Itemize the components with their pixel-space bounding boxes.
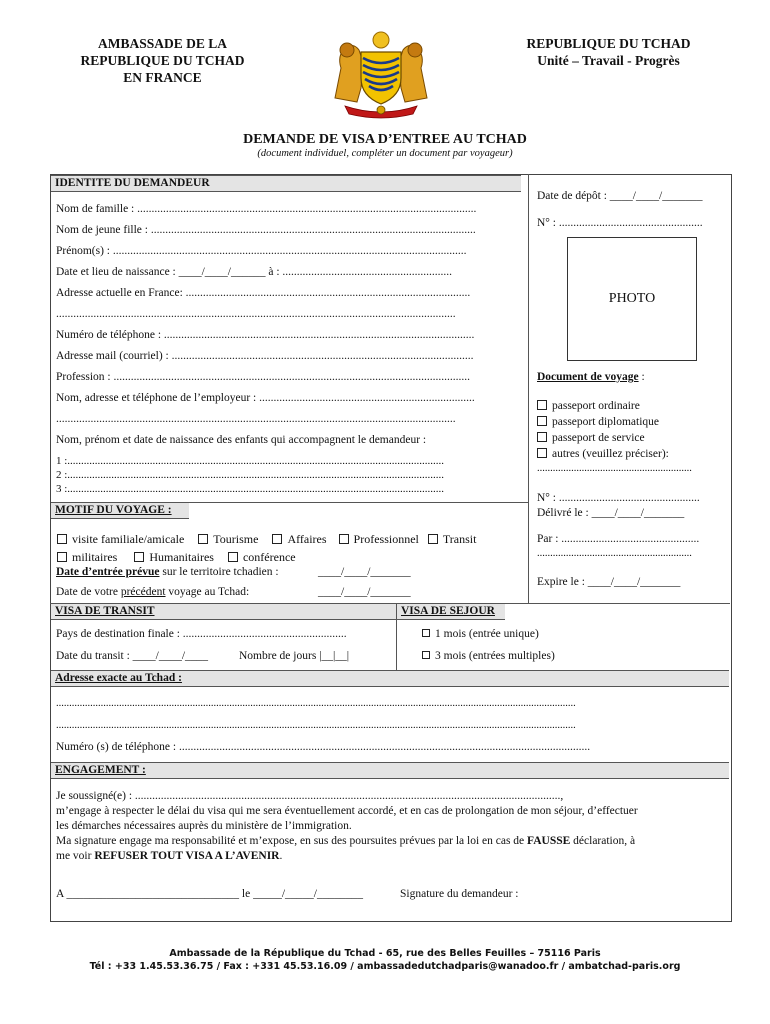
deposit-date-field[interactable]: Date de dépôt : ____/____/_______ <box>537 190 703 202</box>
child-2-field[interactable]: 2 :......................................................................................................................................... <box>56 469 445 481</box>
previous-trip-field[interactable]: ____/____/_______ <box>318 586 411 598</box>
purpose-business[interactable] <box>272 532 326 546</box>
refusal-emphasis: REFUSER TOUT VISA A L’AVENIR <box>94 850 280 862</box>
checkbox-icon[interactable] <box>134 552 144 562</box>
checkbox-icon[interactable] <box>537 448 547 458</box>
chad-phone-field[interactable]: Numéro (s) de téléphone : ............................................................................................................................................... <box>56 741 591 753</box>
doc-option-service[interactable] <box>537 432 645 444</box>
engagement-text <box>56 789 724 864</box>
embassy-line-2: REPUBLIQUE DU TCHAD <box>80 53 245 68</box>
previous-trip-text-c: voyage au Tchad: <box>165 586 250 598</box>
first-names-field[interactable]: Prénom(s) : ........................................................................................................................... <box>56 245 467 257</box>
doc-option-label: passeport diplomatique <box>552 416 659 428</box>
chad-address-heading: Adresse exacte au Tchad : <box>51 670 729 687</box>
transit-days-field[interactable]: Nombre de jours |__|__| <box>239 650 350 662</box>
expiry-date-field[interactable]: Expire le : ____/____/_______ <box>537 576 681 588</box>
purpose-transit[interactable] <box>428 532 477 546</box>
purpose-transit-label: Transit <box>442 532 477 546</box>
checkbox-icon[interactable] <box>228 552 238 562</box>
checkbox-icon[interactable] <box>198 534 208 544</box>
purpose-humanitarian[interactable] <box>134 550 214 564</box>
false-declaration-emphasis: FAUSSE <box>527 835 571 847</box>
entry-date-title: Date d’entrée prévue <box>56 566 160 578</box>
doc-option-label: passeport ordinaire <box>552 400 640 412</box>
checkbox-icon[interactable] <box>272 534 282 544</box>
embassy-line-1: AMBASSADE DE LA <box>97 36 228 51</box>
engagement-heading: ENGAGEMENT : <box>51 762 729 779</box>
undersigned-field[interactable]: Je soussigné(e) : ...................................................................................................................................................., <box>56 790 564 802</box>
engagement-line-4c: déclaration, à <box>570 835 636 847</box>
embassy-header <box>50 35 275 86</box>
entry-date-rest: sur le territoire tchadien : <box>159 566 279 578</box>
doc-option-label: passeport de service <box>552 432 645 444</box>
checkbox-icon[interactable] <box>422 651 430 659</box>
birth-date-place-field[interactable]: Date et lieu de naissance : ____/____/______ à : ........................................................... <box>56 266 453 278</box>
checkbox-icon[interactable] <box>537 416 547 426</box>
purpose-professional[interactable] <box>339 532 419 546</box>
purpose-row-1 <box>57 532 476 547</box>
purpose-family[interactable] <box>57 532 184 546</box>
chad-coat-of-arms-icon <box>327 28 435 120</box>
address-field[interactable]: Adresse actuelle en France: ................................................................................................... <box>56 287 471 299</box>
other-doc-field[interactable]: ........................................................... <box>537 463 692 474</box>
purpose-tourism[interactable] <box>198 532 258 546</box>
republic-motto: Unité – Travail - Progrès <box>537 53 680 68</box>
chad-address-field[interactable]: ...................................................................................................................................................................................................... <box>56 698 576 709</box>
checkbox-icon[interactable] <box>57 552 67 562</box>
chad-address-field-line-2[interactable]: ...................................................................................................................................................................................................... <box>56 720 576 731</box>
purpose-row-2 <box>57 550 296 565</box>
checkbox-icon[interactable] <box>57 534 67 544</box>
purpose-military-label: militaires <box>72 550 118 564</box>
engagement-line-5a: me voir <box>56 850 95 862</box>
checkbox-icon[interactable] <box>428 534 438 544</box>
travel-document-colon: : <box>638 371 645 383</box>
engagement-line-5c: . <box>279 850 283 862</box>
checkbox-icon[interactable] <box>339 534 349 544</box>
form-subtitle: (document individuel, compléter un document par voyageur) <box>257 148 513 159</box>
republic-title: REPUBLIQUE DU TCHAD <box>526 36 691 51</box>
purpose-business-label: Affaires <box>287 532 327 546</box>
purpose-tourism-label: Tourisme <box>213 532 259 546</box>
purpose-military[interactable] <box>57 550 117 564</box>
employer-field[interactable]: Nom, adresse et téléphone de l’employeur : ........................................................................... <box>56 392 475 404</box>
trip-purpose-divider <box>185 502 528 503</box>
doc-option-diplomatic[interactable] <box>537 416 659 428</box>
travel-document-title: Document de voyage <box>537 371 639 383</box>
footer-address: Ambassade de la République du Tchad - 65, rue des Belles Feuilles – 75116 Paris <box>169 948 601 959</box>
engagement-line-4a: Ma signature engage ma responsabilité et m’expose, en sus des poursuites prévues par la loi en cas de <box>56 835 528 847</box>
doc-option-other[interactable] <box>537 448 669 460</box>
engagement-line-4 <box>56 834 724 849</box>
doc-option-ordinary[interactable] <box>537 400 640 412</box>
engagement-line-2: m’engage à respecter le délai du visa qui me sera éventuellement accordé, et en cas de prolongation de mon séjour, d’effectuer <box>56 805 638 817</box>
checkbox-icon[interactable] <box>537 400 547 410</box>
purpose-conference[interactable] <box>228 550 296 564</box>
employer-field-line-2[interactable]: ........................................................................................................................................... <box>56 413 456 425</box>
form-title: DEMANDE DE VISA D’ENTREE AU TCHAD <box>243 132 527 147</box>
engagement-line-3: les démarches nécessaires auprès du ministère de l’immigration. <box>56 820 352 832</box>
transit-date-field[interactable]: Date du transit : ____/____/____ <box>56 650 209 662</box>
purpose-professional-label: Professionnel <box>353 532 419 546</box>
engagement-line-5 <box>56 849 724 864</box>
checkbox-icon[interactable] <box>422 629 430 637</box>
passport-number-field[interactable]: N° : ................................................. <box>537 492 700 504</box>
stay-option-label: 1 mois (entrée unique) <box>435 628 539 640</box>
place-date-field[interactable]: A ______________________________ le _____/_____/________ <box>56 888 363 900</box>
purpose-humanitarian-label: Humanitaires <box>149 550 214 564</box>
transit-visa-heading: VISA DE TRANSIT <box>51 603 396 620</box>
travel-document-label <box>537 371 645 383</box>
child-3-field[interactable]: 3 :......................................................................................................................................... <box>56 483 445 495</box>
sidebar-divider <box>528 174 529 604</box>
trip-purpose-heading: MOTIF DU VOYAGE : <box>51 502 189 519</box>
stay-option-3-months[interactable] <box>422 650 555 662</box>
embassy-line-3: EN FRANCE <box>123 70 202 85</box>
photo-label: PHOTO <box>608 291 656 306</box>
maiden-name-field[interactable]: Nom de jeune fille : ................................................................................................................. <box>56 224 476 236</box>
final-destination-field[interactable]: Pays de destination finale : ......................................................... <box>56 628 347 640</box>
stay-visa-heading: VISA DE SEJOUR <box>397 603 505 620</box>
doc-option-label: autres (veuillez préciser): <box>552 448 669 460</box>
footer-contact: Tél : +33 1.45.53.36.75 / Fax : +331 45.53.16.09 / ambassadedutchadparis@wanadoo.fr / ambatchad-paris.org <box>89 961 681 972</box>
stay-option-label: 3 mois (entrées multiples) <box>435 650 555 662</box>
identity-heading: IDENTITE DU DEMANDEUR <box>51 175 521 192</box>
previous-trip-text-b: précédent <box>120 586 166 598</box>
entry-date-field[interactable]: ____/____/_______ <box>318 566 411 578</box>
email-field[interactable]: Adresse mail (courriel) : ......................................................................................................... <box>56 350 474 362</box>
profession-field[interactable]: Profession : ............................................................................................................................ <box>56 371 470 383</box>
checkbox-icon[interactable] <box>537 432 547 442</box>
file-number-field[interactable]: N° : .................................................. <box>537 217 703 229</box>
family-name-field[interactable]: Nom de famille : ...................................................................................................................... <box>56 203 477 215</box>
previous-trip-text-a: Date de votre <box>56 586 121 598</box>
stay-option-1-month[interactable] <box>422 628 539 640</box>
republic-header <box>486 35 731 69</box>
issued-date-field[interactable]: Délivré le : ____/____/_______ <box>537 507 685 519</box>
signature-label: Signature du demandeur : <box>400 888 519 900</box>
phone-field[interactable]: Numéro de téléphone : ............................................................................................................ <box>56 329 475 341</box>
photo-box[interactable] <box>567 237 697 361</box>
address-field-line-2[interactable]: ........................................................................................................................................... <box>56 308 456 320</box>
purpose-conference-label: conférence <box>242 550 296 564</box>
purpose-family-label: visite familiale/amicale <box>72 532 185 546</box>
issued-by-field[interactable]: Par : ................................................ <box>537 533 700 545</box>
children-label: Nom, prénom et date de naissance des enfants qui accompagnent le demandeur : <box>56 434 427 446</box>
previous-trip-label <box>56 586 249 598</box>
child-1-field[interactable]: 1 :......................................................................................................................................... <box>56 455 445 467</box>
issued-by-field-line-2[interactable]: ........................................................... <box>537 548 692 559</box>
entry-date-label <box>56 566 279 578</box>
